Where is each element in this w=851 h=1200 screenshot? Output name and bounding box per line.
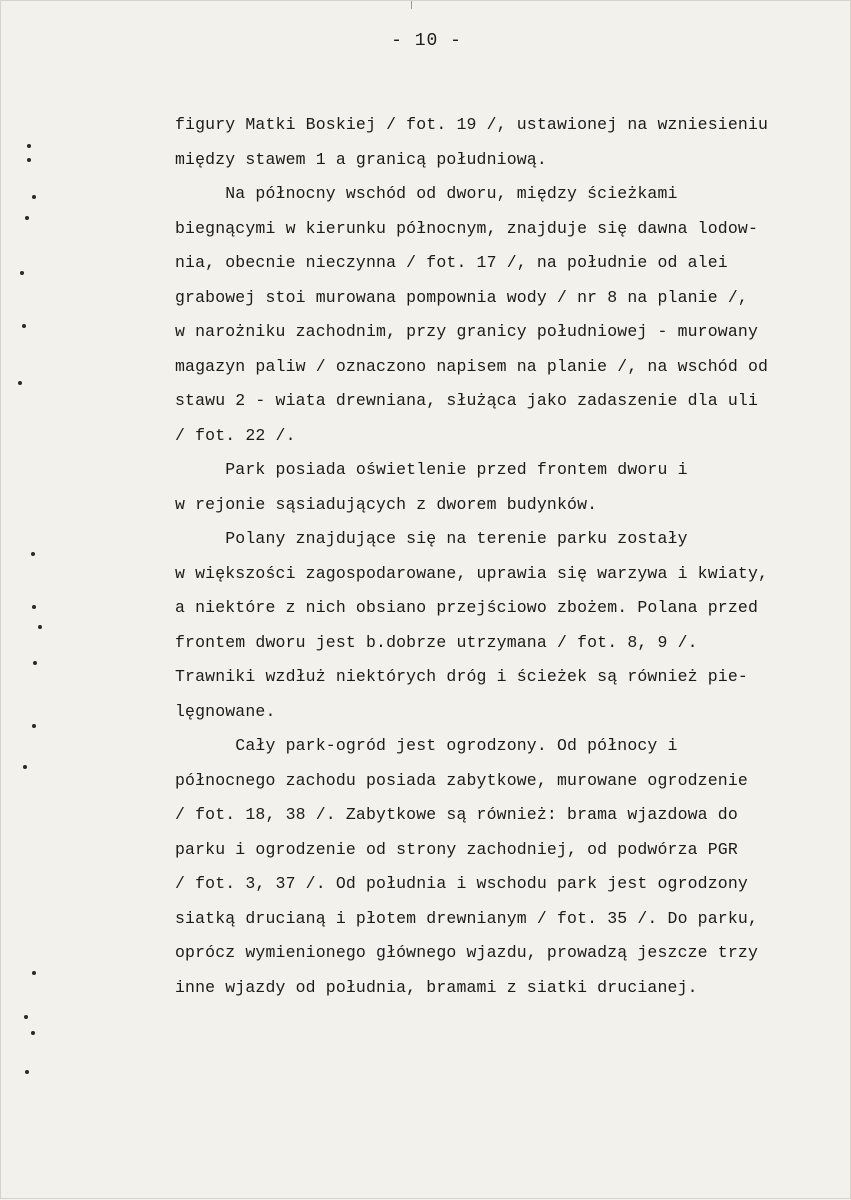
text-line: między stawem 1 a granicą południową. <box>175 149 547 169</box>
margin-dot <box>24 1015 28 1019</box>
margin-dot <box>38 625 42 629</box>
scan-tick-mark <box>411 1 412 9</box>
text-line: biegnącymi w kierunku północnym, znajduje się dawna lodow- <box>175 218 758 238</box>
text-line: siatką drucianą i płotem drewnianym / fot. 35 /. Do parku, <box>175 908 758 928</box>
text-line: oprócz wymienionego głównego wjazdu, prowadzą jeszcze trzy <box>175 943 758 962</box>
margin-dot <box>22 324 26 328</box>
text-line: / fot. 18, 38 /. Zabytkowe są również: brama wjazdowa do <box>175 805 738 824</box>
text-line: a niektóre z nich obsiano przejściowo zbożem. Polana przed <box>175 598 758 617</box>
margin-dot <box>32 971 36 975</box>
margin-punch-marks <box>1 1 61 1200</box>
margin-dot <box>20 271 24 275</box>
margin-dot <box>23 765 27 769</box>
text-line: północnego zachodu posiada zabytkowe, murowane ogrodzenie <box>175 770 748 790</box>
margin-dot <box>32 605 36 609</box>
text-line: stawu 2 - wiata drewniana, służąca jako zadaszenie dla uli <box>175 391 758 410</box>
text-line: / fot. 3, 37 /. Od południa i wschodu park jest ogrodzony <box>175 874 748 893</box>
margin-dot <box>25 1070 29 1074</box>
text-line: w rejonie sąsiadujących z dworem budynków. <box>175 494 598 514</box>
page-number: - 10 - <box>391 31 462 51</box>
margin-dot <box>25 216 29 220</box>
text-line: Polany znajdujące się na terenie parku zostały <box>175 529 688 548</box>
margin-dot <box>32 195 36 199</box>
margin-dot <box>18 381 22 385</box>
text-line: Park posiada oświetlenie przed frontem dworu i <box>175 460 688 479</box>
text-line: w narożniku zachodnim, przy granicy południowej - murowany <box>175 322 758 341</box>
text-line: nia, obecnie nieczynna / fot. 17 /, na południe od alei <box>175 253 728 272</box>
text-line: w większości zagospodarowane, uprawia się warzywa i kwiaty, <box>175 563 769 583</box>
text-line: frontem dworu jest b.dobrze utrzymana / fot. 8, 9 /. <box>175 632 698 652</box>
margin-dot <box>27 158 31 162</box>
margin-dot <box>31 1031 35 1035</box>
margin-dot <box>27 144 31 148</box>
margin-dot <box>32 724 36 728</box>
text-line: Cały park-ogród jest ogrodzony. Od północy i <box>175 736 678 755</box>
text-line: figury Matki Boskiej / fot. 19 /, ustawionej na wzniesieniu <box>175 115 769 134</box>
text-line: grabowej stoi murowana pompownia wody / nr 8 na planie /, <box>175 287 748 307</box>
text-line: Na północny wschód od dworu, między ścieżkami <box>175 184 678 203</box>
text-line: magazyn paliw / oznaczono napisem na planie /, na wschód od <box>175 356 769 376</box>
text-line: inne wjazdy od południa, bramami z siatki drucianej. <box>175 977 698 997</box>
text-line: lęgnowane. <box>175 701 276 721</box>
margin-dot <box>31 552 35 556</box>
text-line: Trawniki wzdłuż niektórych dróg i ścieżek są również pie- <box>175 667 748 686</box>
text-line: parku i ogrodzenie od strony zachodniej, od podwórza PGR <box>175 839 738 859</box>
body-text <box>175 108 815 1005</box>
margin-dot <box>33 661 37 665</box>
text-line: / fot. 22 /. <box>175 425 296 445</box>
